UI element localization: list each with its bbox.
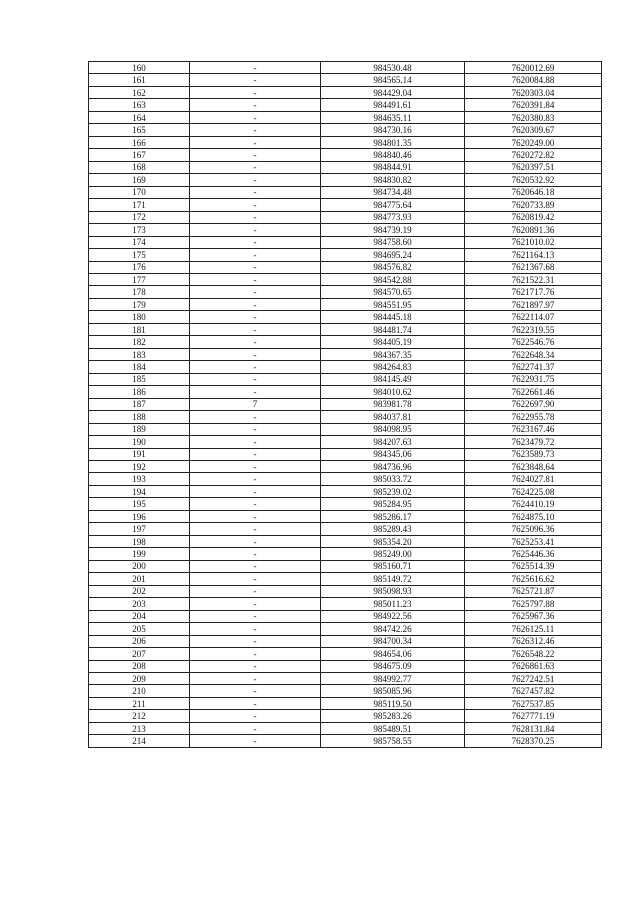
mark-cell: -	[190, 735, 321, 747]
coordinates-table-body	[89, 62, 602, 748]
x-coordinate-cell: 984530.48	[321, 62, 465, 74]
point-number-cell: 187	[89, 398, 190, 410]
mark-cell: -	[190, 336, 321, 348]
point-number-cell: 208	[89, 660, 190, 672]
table-row	[89, 136, 602, 148]
point-number-cell: 207	[89, 648, 190, 660]
mark-cell: -	[190, 186, 321, 198]
point-number-cell: 183	[89, 348, 190, 360]
table-row	[89, 186, 602, 198]
y-coordinate-cell: 7624410.19	[465, 498, 602, 510]
point-number-cell: 211	[89, 697, 190, 709]
y-coordinate-cell: 7620380.83	[465, 111, 602, 123]
x-coordinate-cell: 984700.34	[321, 635, 465, 647]
x-coordinate-cell: 984775.64	[321, 199, 465, 211]
y-coordinate-cell: 7622114.07	[465, 311, 602, 323]
x-coordinate-cell: 985286.17	[321, 510, 465, 522]
mark-cell: -	[190, 523, 321, 535]
table-row	[89, 573, 602, 585]
mark-cell: -	[190, 485, 321, 497]
point-number-cell: 178	[89, 286, 190, 298]
mark-cell: -	[190, 585, 321, 597]
mark-cell: -	[190, 448, 321, 460]
point-number-cell: 162	[89, 86, 190, 98]
x-coordinate-cell: 984429.04	[321, 86, 465, 98]
mark-cell: -	[190, 199, 321, 211]
mark-cell: -	[190, 224, 321, 236]
point-number-cell: 167	[89, 149, 190, 161]
x-coordinate-cell: 984773.93	[321, 211, 465, 223]
x-coordinate-cell: 984207.63	[321, 436, 465, 448]
x-coordinate-cell: 984551.95	[321, 298, 465, 310]
x-coordinate-cell: 984742.26	[321, 623, 465, 635]
y-coordinate-cell: 7624875.10	[465, 510, 602, 522]
mark-cell: -	[190, 598, 321, 610]
table-row	[89, 149, 602, 161]
y-coordinate-cell: 7627457.82	[465, 685, 602, 697]
y-coordinate-cell: 7620309.67	[465, 124, 602, 136]
y-coordinate-cell: 7620891.36	[465, 224, 602, 236]
mark-cell: -	[190, 510, 321, 522]
x-coordinate-cell: 984840.46	[321, 149, 465, 161]
table-row	[89, 660, 602, 672]
mark-cell: -	[190, 535, 321, 547]
mark-cell: -	[190, 648, 321, 660]
point-number-cell: 203	[89, 598, 190, 610]
table-row	[89, 224, 602, 236]
mark-cell: -	[190, 373, 321, 385]
x-coordinate-cell: 984844.91	[321, 161, 465, 173]
x-coordinate-cell: 984730.16	[321, 124, 465, 136]
x-coordinate-cell: 984037.81	[321, 411, 465, 423]
mark-cell: -	[190, 685, 321, 697]
y-coordinate-cell: 7627537.85	[465, 697, 602, 709]
table-row	[89, 62, 602, 74]
y-coordinate-cell: 7622741.37	[465, 361, 602, 373]
point-number-cell: 205	[89, 623, 190, 635]
x-coordinate-cell: 984576.82	[321, 261, 465, 273]
x-coordinate-cell: 985284.95	[321, 498, 465, 510]
x-coordinate-cell: 985033.72	[321, 473, 465, 485]
y-coordinate-cell: 7623167.46	[465, 423, 602, 435]
point-number-cell: 182	[89, 336, 190, 348]
mark-cell: -	[190, 273, 321, 285]
y-coordinate-cell: 7621897.97	[465, 298, 602, 310]
x-coordinate-cell: 985119.50	[321, 697, 465, 709]
table-row	[89, 598, 602, 610]
x-coordinate-cell: 984992.77	[321, 672, 465, 684]
x-coordinate-cell: 984570.65	[321, 286, 465, 298]
table-row	[89, 261, 602, 273]
y-coordinate-cell: 7620303.04	[465, 86, 602, 98]
y-coordinate-cell: 7625446.36	[465, 548, 602, 560]
mark-cell: -	[190, 298, 321, 310]
table-row	[89, 361, 602, 373]
y-coordinate-cell: 7620012.69	[465, 62, 602, 74]
x-coordinate-cell: 984758.60	[321, 236, 465, 248]
point-number-cell: 169	[89, 174, 190, 186]
point-number-cell: 210	[89, 685, 190, 697]
point-number-cell: 188	[89, 411, 190, 423]
y-coordinate-cell: 7626312.46	[465, 635, 602, 647]
table-row	[89, 635, 602, 647]
point-number-cell: 168	[89, 161, 190, 173]
mark-cell: -	[190, 323, 321, 335]
x-coordinate-cell: 984635.11	[321, 111, 465, 123]
y-coordinate-cell: 7620733.89	[465, 199, 602, 211]
point-number-cell: 195	[89, 498, 190, 510]
point-number-cell: 214	[89, 735, 190, 747]
mark-cell: -	[190, 99, 321, 111]
y-coordinate-cell: 7622648.34	[465, 348, 602, 360]
mark-cell: -	[190, 672, 321, 684]
table-row	[89, 722, 602, 734]
point-number-cell: 170	[89, 186, 190, 198]
y-coordinate-cell: 7625253.41	[465, 535, 602, 547]
mark-cell: -	[190, 149, 321, 161]
point-number-cell: 171	[89, 199, 190, 211]
table-row	[89, 485, 602, 497]
mark-cell: -	[190, 560, 321, 572]
point-number-cell: 185	[89, 373, 190, 385]
table-row	[89, 448, 602, 460]
table-row	[89, 423, 602, 435]
table-row	[89, 735, 602, 747]
mark-cell: -	[190, 124, 321, 136]
table-row	[89, 386, 602, 398]
y-coordinate-cell: 7623589.73	[465, 448, 602, 460]
point-number-cell: 166	[89, 136, 190, 148]
table-row	[89, 623, 602, 635]
point-number-cell: 184	[89, 361, 190, 373]
mark-cell: -	[190, 436, 321, 448]
y-coordinate-cell: 7620249.00	[465, 136, 602, 148]
table-row	[89, 199, 602, 211]
mark-cell: -	[190, 249, 321, 261]
y-coordinate-cell: 7620391.84	[465, 99, 602, 111]
table-row	[89, 672, 602, 684]
y-coordinate-cell: 7625797.88	[465, 598, 602, 610]
table-row	[89, 510, 602, 522]
table-row	[89, 348, 602, 360]
table-row	[89, 560, 602, 572]
mark-cell: -	[190, 236, 321, 248]
x-coordinate-cell: 984367.35	[321, 348, 465, 360]
table-row	[89, 298, 602, 310]
mark-cell: -	[190, 411, 321, 423]
point-number-cell: 160	[89, 62, 190, 74]
table-row	[89, 323, 602, 335]
y-coordinate-cell: 7622931.75	[465, 373, 602, 385]
y-coordinate-cell: 7622661.46	[465, 386, 602, 398]
point-number-cell: 204	[89, 610, 190, 622]
x-coordinate-cell: 985249.00	[321, 548, 465, 560]
x-coordinate-cell: 985239.02	[321, 485, 465, 497]
table-row	[89, 249, 602, 261]
point-number-cell: 200	[89, 560, 190, 572]
mark-cell: -	[190, 473, 321, 485]
y-coordinate-cell: 7622546.76	[465, 336, 602, 348]
y-coordinate-cell: 7622697.90	[465, 398, 602, 410]
table-row	[89, 99, 602, 111]
mark-cell: -	[190, 211, 321, 223]
y-coordinate-cell: 7625096.36	[465, 523, 602, 535]
x-coordinate-cell: 984010.62	[321, 386, 465, 398]
x-coordinate-cell: 985489.51	[321, 722, 465, 734]
x-coordinate-cell: 985149.72	[321, 573, 465, 585]
y-coordinate-cell: 7620532.92	[465, 174, 602, 186]
y-coordinate-cell: 7626125.11	[465, 623, 602, 635]
table-row	[89, 473, 602, 485]
x-coordinate-cell: 984405.19	[321, 336, 465, 348]
x-coordinate-cell: 984801.35	[321, 136, 465, 148]
mark-cell: -	[190, 174, 321, 186]
y-coordinate-cell: 7623479.72	[465, 436, 602, 448]
table-row	[89, 548, 602, 560]
mark-cell: -	[190, 623, 321, 635]
table-row	[89, 373, 602, 385]
y-coordinate-cell: 7624027.81	[465, 473, 602, 485]
y-coordinate-cell: 7627771.19	[465, 710, 602, 722]
coordinates-table	[88, 61, 602, 748]
point-number-cell: 165	[89, 124, 190, 136]
point-number-cell: 163	[89, 99, 190, 111]
x-coordinate-cell: 985085.96	[321, 685, 465, 697]
y-coordinate-cell: 7628370.25	[465, 735, 602, 747]
y-coordinate-cell: 7625721.87	[465, 585, 602, 597]
y-coordinate-cell: 7621367.68	[465, 261, 602, 273]
table-row	[89, 685, 602, 697]
x-coordinate-cell: 984695.24	[321, 249, 465, 261]
x-coordinate-cell: 984264.83	[321, 361, 465, 373]
table-row	[89, 273, 602, 285]
x-coordinate-cell: 985289.43	[321, 523, 465, 535]
point-number-cell: 175	[89, 249, 190, 261]
table-row	[89, 498, 602, 510]
mark-cell: -	[190, 610, 321, 622]
mark-cell: -	[190, 136, 321, 148]
y-coordinate-cell: 7621717.76	[465, 286, 602, 298]
y-coordinate-cell: 7620819.42	[465, 211, 602, 223]
mark-cell: -	[190, 386, 321, 398]
point-number-cell: 196	[89, 510, 190, 522]
x-coordinate-cell: 985160.71	[321, 560, 465, 572]
table-row	[89, 523, 602, 535]
table-row	[89, 398, 602, 410]
mark-cell: -	[190, 62, 321, 74]
table-row	[89, 86, 602, 98]
point-number-cell: 190	[89, 436, 190, 448]
table-row	[89, 585, 602, 597]
y-coordinate-cell: 7626548.22	[465, 648, 602, 660]
y-coordinate-cell: 7620397.51	[465, 161, 602, 173]
point-number-cell: 189	[89, 423, 190, 435]
point-number-cell: 202	[89, 585, 190, 597]
mark-cell: -	[190, 461, 321, 473]
table-row	[89, 436, 602, 448]
mark-cell: -	[190, 361, 321, 373]
x-coordinate-cell: 984736.96	[321, 461, 465, 473]
table-row	[89, 535, 602, 547]
point-number-cell: 201	[89, 573, 190, 585]
point-number-cell: 177	[89, 273, 190, 285]
table-row	[89, 174, 602, 186]
point-number-cell: 186	[89, 386, 190, 398]
x-coordinate-cell: 984565.14	[321, 74, 465, 86]
point-number-cell: 181	[89, 323, 190, 335]
table-row	[89, 610, 602, 622]
x-coordinate-cell: 984145.49	[321, 373, 465, 385]
table-row	[89, 124, 602, 136]
point-number-cell: 180	[89, 311, 190, 323]
y-coordinate-cell: 7627242.51	[465, 672, 602, 684]
table-row	[89, 111, 602, 123]
table-row	[89, 211, 602, 223]
x-coordinate-cell: 984654.06	[321, 648, 465, 660]
y-coordinate-cell: 7628131.84	[465, 722, 602, 734]
table-row	[89, 461, 602, 473]
y-coordinate-cell: 7620084.88	[465, 74, 602, 86]
point-number-cell: 192	[89, 461, 190, 473]
point-number-cell: 173	[89, 224, 190, 236]
mark-cell: -	[190, 710, 321, 722]
y-coordinate-cell: 7622955.78	[465, 411, 602, 423]
y-coordinate-cell: 7626861.63	[465, 660, 602, 672]
mark-cell: -	[190, 348, 321, 360]
x-coordinate-cell: 985758.55	[321, 735, 465, 747]
mark-cell: -	[190, 635, 321, 647]
y-coordinate-cell: 7625514.39	[465, 560, 602, 572]
y-coordinate-cell: 7621010.02	[465, 236, 602, 248]
x-coordinate-cell: 984491.61	[321, 99, 465, 111]
point-number-cell: 176	[89, 261, 190, 273]
x-coordinate-cell: 984675.09	[321, 660, 465, 672]
y-coordinate-cell: 7620272.82	[465, 149, 602, 161]
mark-cell: -	[190, 86, 321, 98]
mark-cell: -	[190, 660, 321, 672]
point-number-cell: 197	[89, 523, 190, 535]
point-number-cell: 164	[89, 111, 190, 123]
x-coordinate-cell: 984830.82	[321, 174, 465, 186]
point-number-cell: 172	[89, 211, 190, 223]
y-coordinate-cell: 7620646.18	[465, 186, 602, 198]
mark-cell: -	[190, 423, 321, 435]
y-coordinate-cell: 7621522.31	[465, 273, 602, 285]
point-number-cell: 174	[89, 236, 190, 248]
mark-cell: -	[190, 161, 321, 173]
x-coordinate-cell: 984542.88	[321, 273, 465, 285]
x-coordinate-cell: 983981.78	[321, 398, 465, 410]
point-number-cell: 199	[89, 548, 190, 560]
x-coordinate-cell: 984445.18	[321, 311, 465, 323]
point-number-cell: 198	[89, 535, 190, 547]
y-coordinate-cell: 7624225.08	[465, 485, 602, 497]
y-coordinate-cell: 7622319.55	[465, 323, 602, 335]
point-number-cell: 194	[89, 485, 190, 497]
y-coordinate-cell: 7625616.62	[465, 573, 602, 585]
mark-cell: -	[190, 498, 321, 510]
x-coordinate-cell: 984734.48	[321, 186, 465, 198]
point-number-cell: 209	[89, 672, 190, 684]
table-row	[89, 710, 602, 722]
table-row	[89, 161, 602, 173]
point-number-cell: 161	[89, 74, 190, 86]
table-row	[89, 74, 602, 86]
mark-cell: -	[190, 548, 321, 560]
y-coordinate-cell: 7625967.36	[465, 610, 602, 622]
table-row	[89, 648, 602, 660]
mark-cell: -	[190, 311, 321, 323]
point-number-cell: 179	[89, 298, 190, 310]
x-coordinate-cell: 985098.93	[321, 585, 465, 597]
mark-cell: -	[190, 111, 321, 123]
y-coordinate-cell: 7621164.13	[465, 249, 602, 261]
x-coordinate-cell: 984481.74	[321, 323, 465, 335]
point-number-cell: 213	[89, 722, 190, 734]
table-row	[89, 336, 602, 348]
mark-cell: -	[190, 573, 321, 585]
mark-cell: -	[190, 722, 321, 734]
point-number-cell: 191	[89, 448, 190, 460]
mark-cell: -	[190, 286, 321, 298]
x-coordinate-cell: 984098.95	[321, 423, 465, 435]
point-number-cell: 212	[89, 710, 190, 722]
table-row	[89, 311, 602, 323]
mark-cell: 7	[190, 398, 321, 410]
table-row	[89, 697, 602, 709]
table-row	[89, 411, 602, 423]
x-coordinate-cell: 985354.20	[321, 535, 465, 547]
x-coordinate-cell: 985283.26	[321, 710, 465, 722]
x-coordinate-cell: 984345.06	[321, 448, 465, 460]
y-coordinate-cell: 7623848.64	[465, 461, 602, 473]
x-coordinate-cell: 984739.19	[321, 224, 465, 236]
point-number-cell: 193	[89, 473, 190, 485]
x-coordinate-cell: 985011.23	[321, 598, 465, 610]
point-number-cell: 206	[89, 635, 190, 647]
mark-cell: -	[190, 261, 321, 273]
mark-cell: -	[190, 697, 321, 709]
x-coordinate-cell: 984922.56	[321, 610, 465, 622]
table-row	[89, 286, 602, 298]
mark-cell: -	[190, 74, 321, 86]
table-row	[89, 236, 602, 248]
